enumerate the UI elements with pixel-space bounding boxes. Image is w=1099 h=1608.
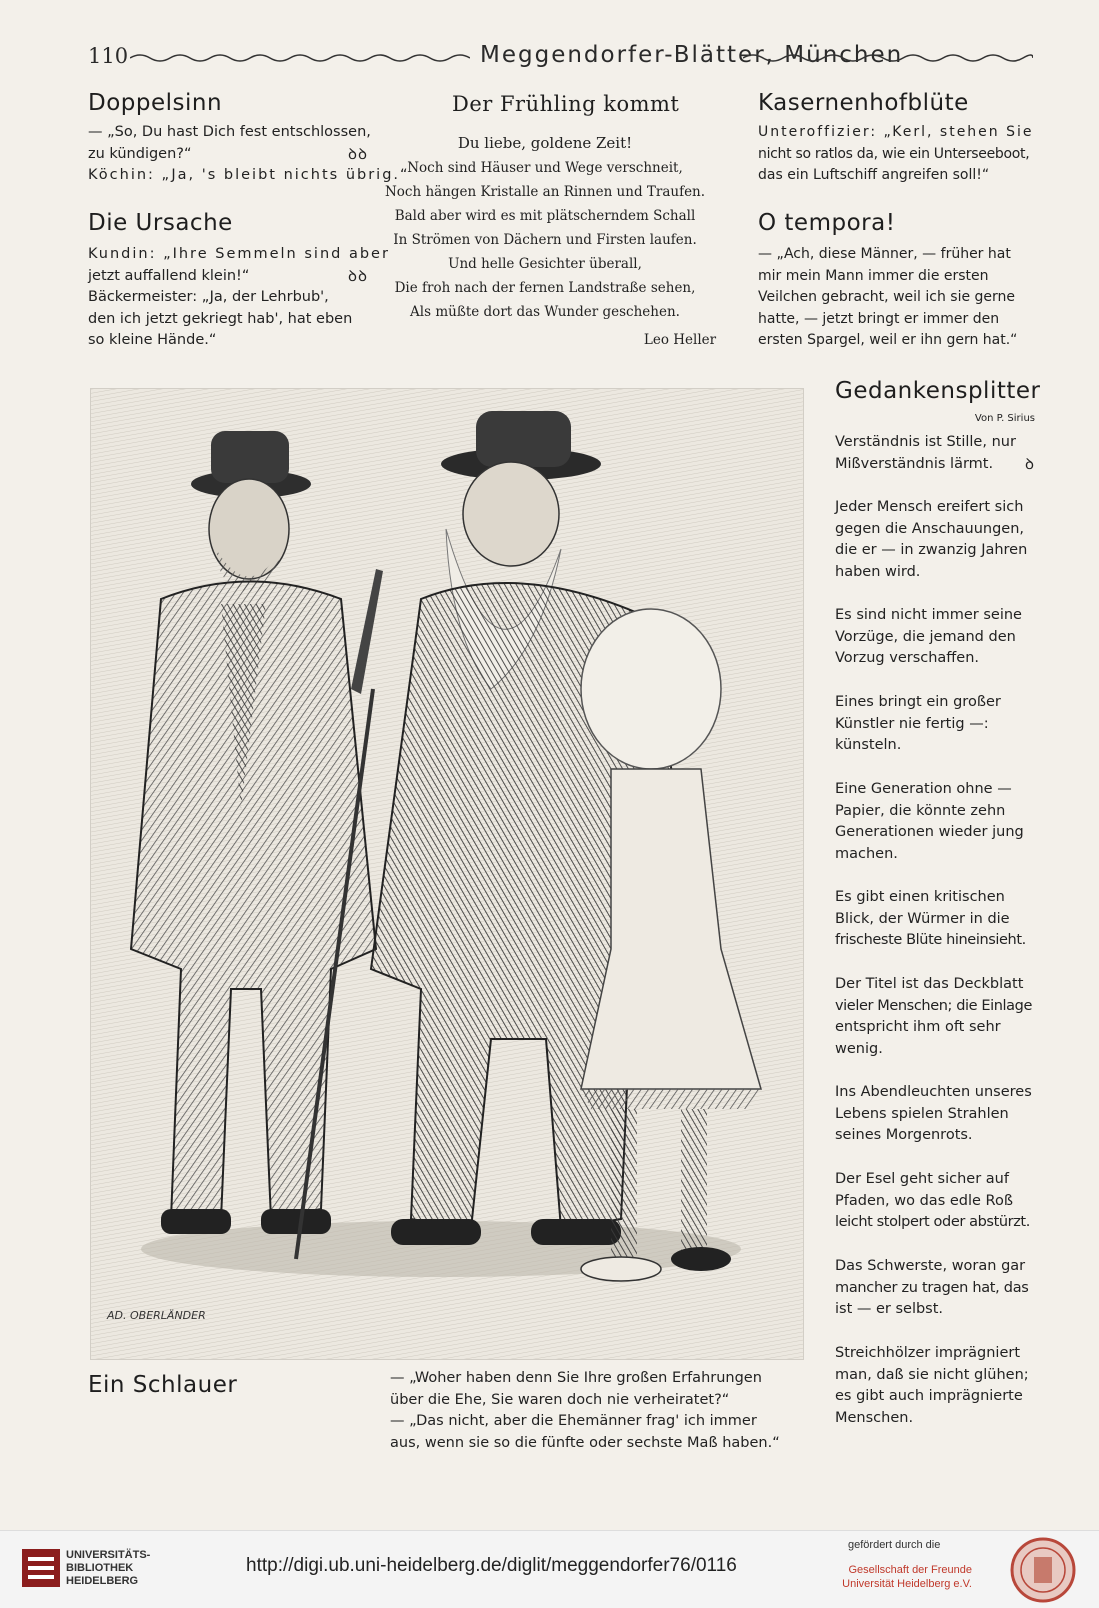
text-line: aus, wenn sie so die fünfte oder sechste Maß haben.“ bbox=[390, 1434, 780, 1451]
poem-line: Du liebe, goldene Zeit! bbox=[457, 134, 633, 152]
text-kasernenhofbluete bbox=[758, 122, 1035, 187]
text-line: ersten Spargel, weil er ihn gern hat.“ bbox=[758, 332, 1018, 348]
poem-line: Noch sind Häuser und Wege verschneit, bbox=[407, 160, 683, 176]
heading-kasernenhofbluete: Kasernenhofblüte bbox=[758, 90, 969, 116]
aphorism: Streichhölzer imprägniert man, daß sie nicht glühen; es gibt auch imprägnierte Menschen. bbox=[835, 1345, 1029, 1426]
heading-gedankensplitter: Gedankensplitter bbox=[835, 378, 1041, 404]
aphorism: Eines bringt ein großer Künstler nie fertig —: künsteln. bbox=[835, 694, 1001, 753]
author-sirius: Von P. Sirius bbox=[974, 413, 1035, 424]
text-line: Kundin: „Ihre Semmeln sind aber bbox=[88, 246, 390, 262]
aphorism: Ins Abendleuchten unseres Lebens spielen Strahlen seines Morgenrots. bbox=[835, 1084, 1032, 1143]
poem-line: Die froh nach der fernen Landstraße sehen, bbox=[394, 280, 696, 296]
text-line: Köchin: „Ja, 's bleibt nichts übrig.“ bbox=[88, 167, 410, 183]
artist-signature: AD. OBERLÄNDER bbox=[107, 1309, 206, 1322]
poem-line: Bald aber wird es mit plätscherndem Schall bbox=[394, 208, 696, 224]
running-header bbox=[88, 40, 1033, 70]
poem-line: Noch hängen Kristalle an Rinnen und Traufen. bbox=[384, 184, 706, 200]
illustration-drawing bbox=[91, 389, 803, 1359]
text-line: nicht so ratlos da, wie ein Unterseeboot, bbox=[758, 145, 1030, 162]
text-line: — „So, Du hast Dich fest entschlossen, bbox=[88, 124, 371, 140]
university-seal-icon bbox=[1010, 1537, 1076, 1603]
heading-doppelsinn: Doppelsinn bbox=[88, 90, 223, 116]
text-line: mir mein Mann immer die ersten bbox=[758, 267, 989, 284]
magazine-title: Meggendorfer-Blätter, München bbox=[480, 42, 904, 68]
caption-title: Ein Schlauer bbox=[88, 1372, 238, 1398]
section-end-marker: ꝺ bbox=[1025, 454, 1035, 473]
aphorism: Es gibt einen kritischen Blick, der Würmer in die frischeste Blüte hineinsieht. bbox=[835, 889, 1026, 948]
illustration-ein-schlauer bbox=[90, 388, 804, 1360]
heading-ursache: Die Ursache bbox=[88, 210, 233, 236]
text-line: — „Das nicht, aber die Ehemänner frag' ich immer bbox=[390, 1413, 757, 1429]
text-line: Veilchen gebracht, weil ich sie gerne bbox=[758, 289, 1016, 305]
text-line: das ein Luftschiff angreifen soll!“ bbox=[758, 167, 990, 183]
aphorism: Der Esel geht sicher auf Pfaden, wo das edle Roß leicht stolpert oder abstürzt. bbox=[835, 1171, 1030, 1230]
text-line: Unteroffizier: „Kerl, stehen Sie bbox=[758, 124, 1034, 140]
text-line: so kleine Hände.“ bbox=[88, 332, 217, 348]
aphorism: Es sind nicht immer seine Vorzüge, die jemand den Vorzug verschaffen. bbox=[835, 607, 1022, 666]
poem-line: In Strömen von Dächern und Firsten laufen. bbox=[393, 232, 697, 248]
poem-fruehling bbox=[380, 130, 717, 350]
aphorisms bbox=[835, 432, 1035, 1429]
footer-bar bbox=[0, 1530, 1099, 1608]
poem-signature: Leo Heller bbox=[643, 332, 717, 348]
text-line: zu kündigen?“ ꝺꝺ bbox=[88, 144, 368, 166]
society-name: Gesellschaft der Freunde Universität Heidelberg e.V. bbox=[842, 1564, 972, 1590]
text-line: den ich jetzt gekriegt hab', hat eben bbox=[88, 310, 353, 327]
text-line: Bäckermeister: „Ja, der Lehrbub', bbox=[88, 289, 329, 305]
library-logo-icon bbox=[22, 1549, 60, 1587]
section-end-marker: ꝺꝺ bbox=[348, 144, 368, 163]
ornament-right bbox=[743, 52, 1033, 64]
caption-text bbox=[390, 1368, 795, 1454]
library-name: UNIVERSITÄTS- BIBLIOTHEK HEIDELBERG bbox=[66, 1549, 151, 1587]
ornament-left bbox=[130, 52, 470, 64]
poem-line: Und helle Gesichter überall, bbox=[448, 256, 642, 272]
text-line: — „Woher haben denn Sie Ihre großen Erfahrungen bbox=[390, 1370, 762, 1386]
heading-fruehling: Der Frühling kommt bbox=[452, 92, 680, 116]
aphorism: Das Schwerste, woran gar mancher zu tragen hat, das ist — er selbst. bbox=[835, 1258, 1029, 1317]
page-number: 110 bbox=[88, 44, 129, 68]
text-line: — „Ach, diese Männer, — früher hat bbox=[758, 246, 1011, 262]
text-o-tempora bbox=[758, 244, 1035, 352]
heading-o-tempora: O tempora! bbox=[758, 210, 896, 236]
aphorism: Verständnis ist Stille, nur Mißverständnis lärmt. ꝺ bbox=[835, 432, 1035, 497]
text-line: über die Ehe, Sie waren doch nie verheiratet?“ bbox=[390, 1391, 730, 1408]
permalink-url[interactable]: http://digi.ub.uni-heidelberg.de/diglit/meggendorfer76/0116 bbox=[246, 1555, 737, 1576]
poem-line: Als müßte dort das Wunder geschehen. bbox=[410, 304, 680, 320]
text-line: jetzt auffallend klein!“ ꝺꝺ bbox=[88, 266, 368, 288]
aphorism: Eine Generation ohne — Papier, die könnte zehn Generationen wieder jung machen. bbox=[835, 781, 1024, 862]
text-ursache bbox=[88, 244, 390, 352]
funded-by-label: gefördert durch die bbox=[848, 1539, 941, 1551]
text-doppelsinn bbox=[88, 122, 410, 187]
aphorism: Der Titel ist das Deckblatt vieler Menschen; die Einlage entspricht ihm oft sehr wenig. bbox=[835, 976, 1032, 1057]
text-line: hatte, — jetzt bringt er immer den bbox=[758, 310, 1000, 327]
section-end-marker: ꝺꝺ bbox=[348, 266, 368, 285]
aphorism: Jeder Mensch ereifert sich gegen die Anschauungen, die er — in zwanzig Jahren haben wird. bbox=[835, 499, 1028, 580]
